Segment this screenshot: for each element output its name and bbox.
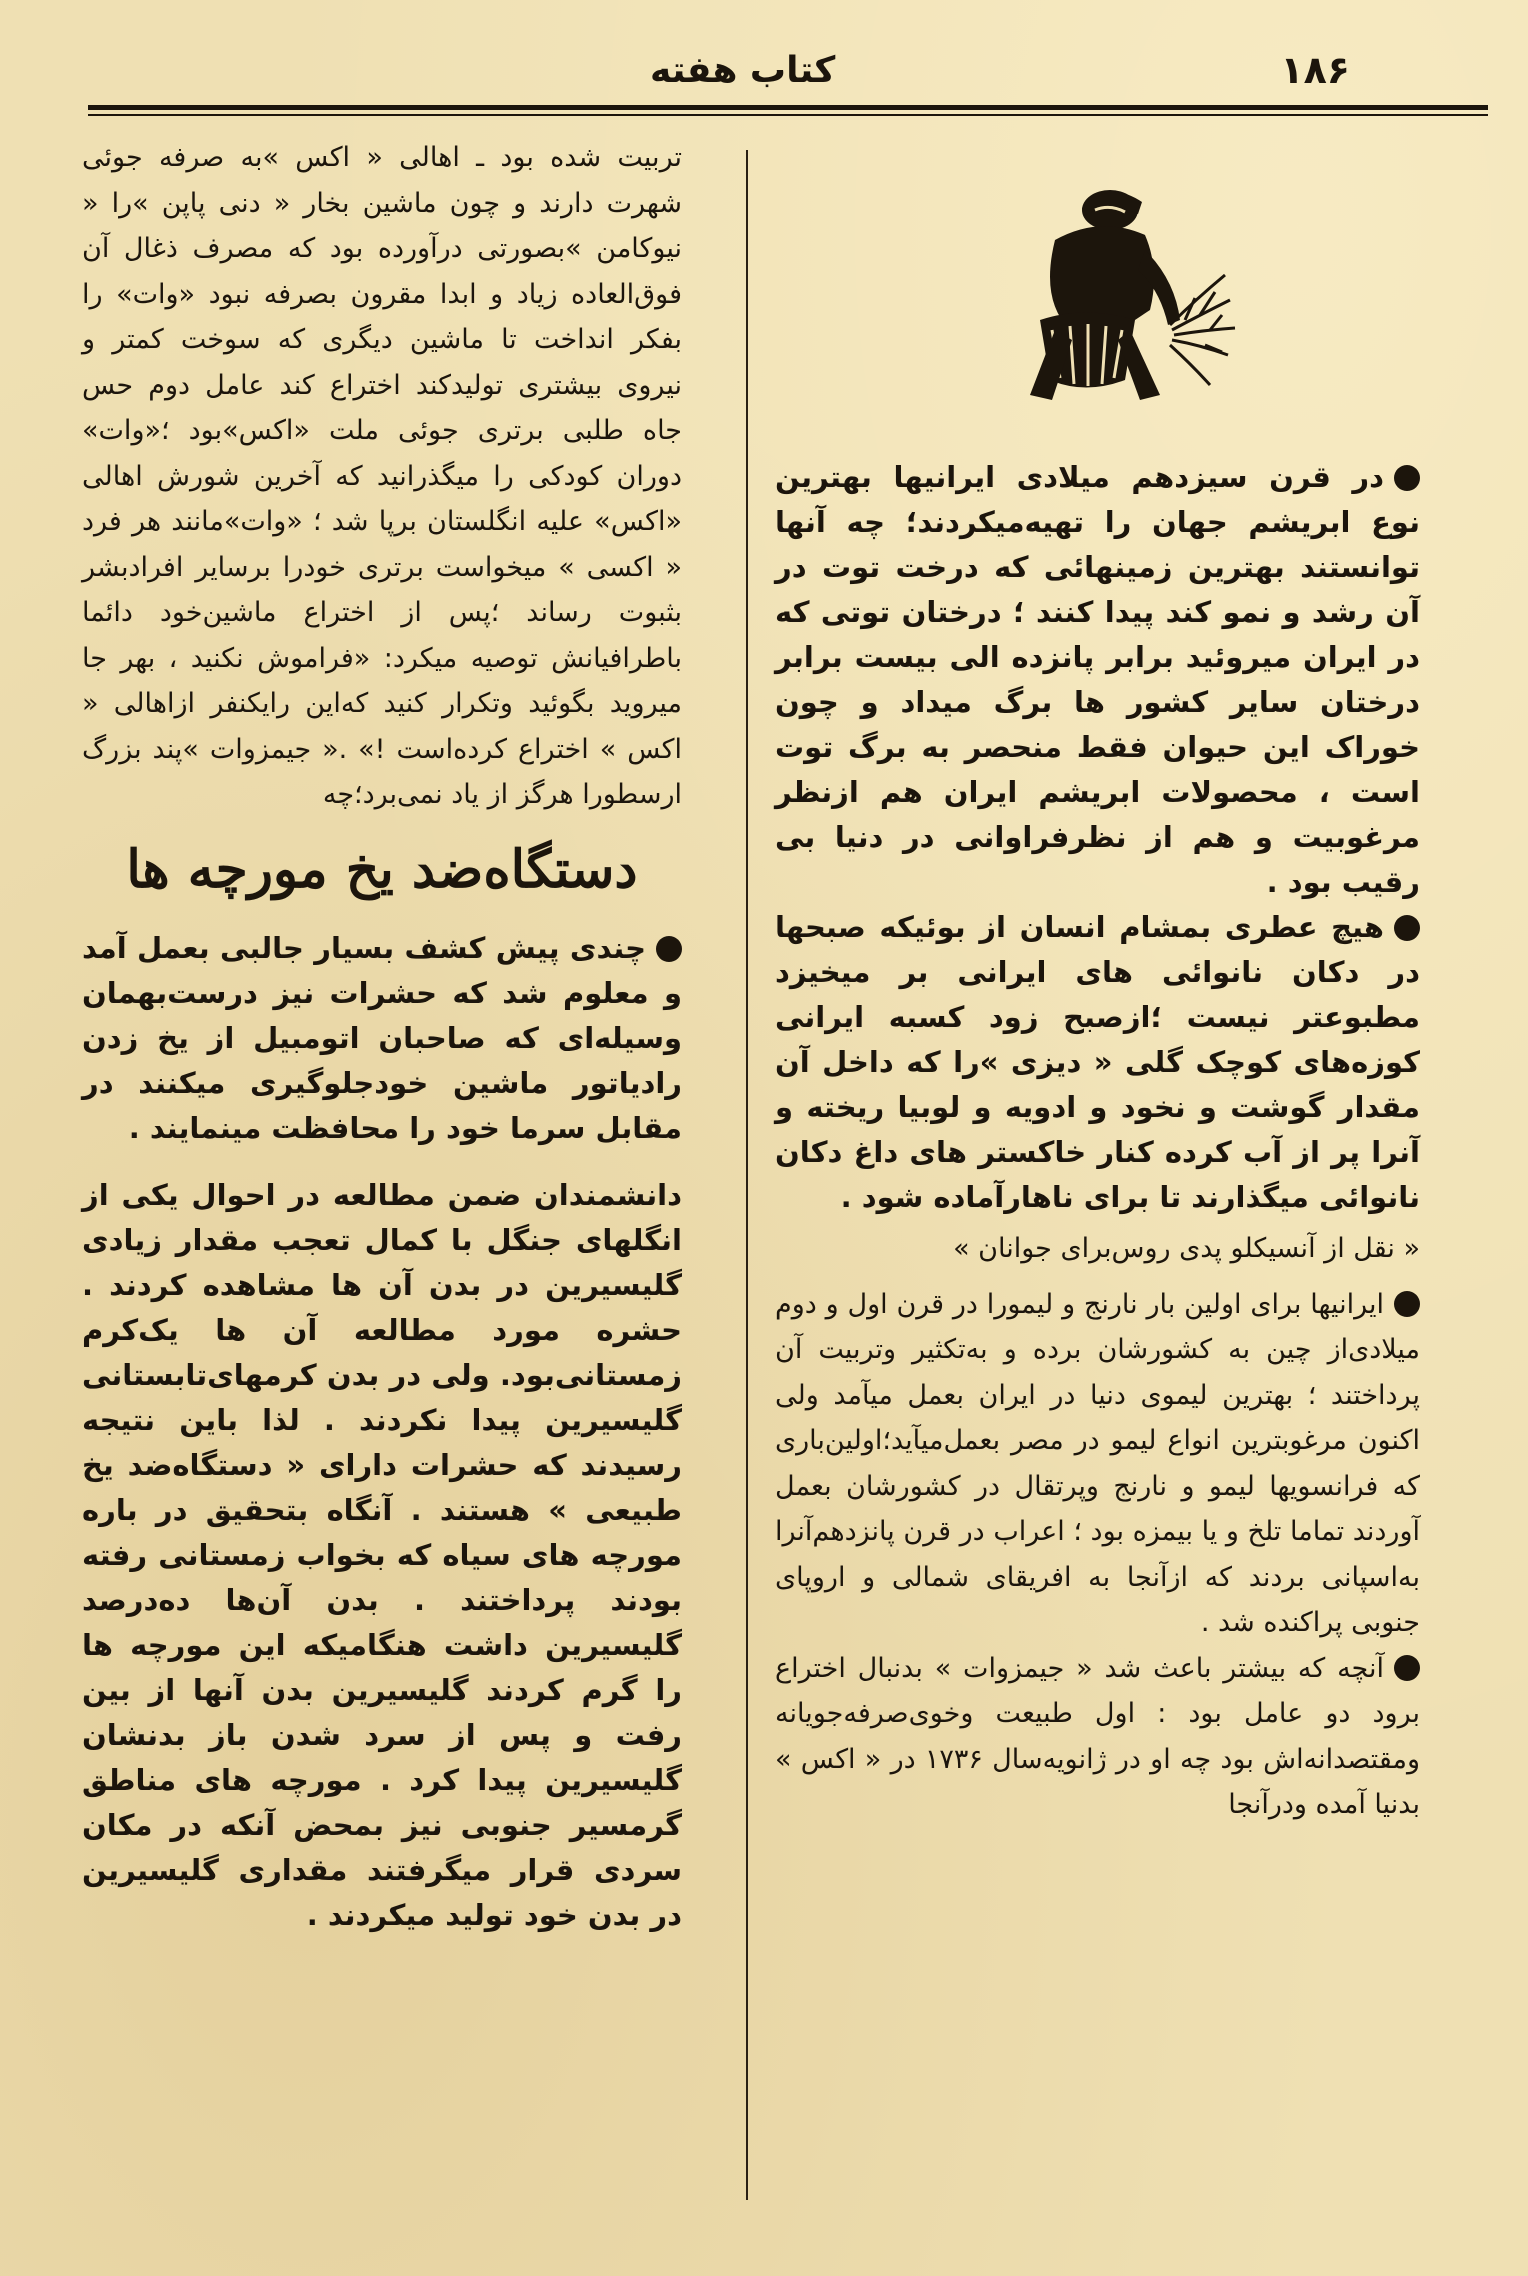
header-rule [88, 105, 1488, 110]
watt-paragraph: آنچه که بیشتر باعث شد « جیمزوات » بدنبال اختراع برود دو عامل بود : اول طبیعت وخوی‌صرفه‌جویانه ومقتصدانه‌اش بود چه او در ژانویه‌سال ۱۷۳۶ در « اکس » بدنیا آمده ودرآنجا [775, 1646, 1420, 1828]
column-divider [746, 150, 748, 2200]
header-rule-thin [88, 114, 1488, 116]
page-number: ۱۸۶ [1280, 48, 1350, 92]
dizi-paragraph: هیچ عطری بمشام انسان از بوئیکه صبحها در دکان نانوائی های ایرانی بر میخیزد مطبوعتر نیست ؛ازصبح زود کسبه ایرانی کوزه‌های کوچک گلی « دیزی »را که داخل آن مقدار گوشت و نخود و ادویه و لوبیا ریخته و آنرا پر از آب کرده کنار خاکستر های داغ دکان نانوائی میگذارند تا برای ناهارآماده شود . [775, 905, 1420, 1220]
watt-article-continuation: تربیت شده بود ـ اهالی « اکس »به صرفه جوئی شهرت دارند و چون ماشین بخار « دنی پاپن »را « نیوکامن »بصورتی درآورده بود که مصرف ذغال آن فوق‌العاده زیاد و ابدا مقرون بصرفه نبود «وات» را بفکر انداخت تا ماشین دیگری که سوخت کمتر و نیروی بیشتری تولیدکند اختراع کند عامل دوم حس جاه طلبی برتری جوئی ملت «اکس»بود ؛«وات» دوران کودکی را میگذرانید که آخرین شورش اهالی «اکس» علیه انگلستان برپا شد ؛ «وات»مانند هر فرد « اکسی » میخواست برتری خودرا برسایر افرادبشر بثبوت رساند ؛پس از اختراع ماشین‌خود دائما باطرافیانش توصیه میکرد: «فراموش نکنید ، بهر جا میروید بگوئید وتکرار کنید که‌این رایکنفر ازاهالی « اکس » اختراع کرده‌است !» .« جیمزوات »پند بزرگ ارسطورا هرگز از یاد نمی‌برد؛چه [82, 142, 682, 810]
citation: « نقل از آنسیکلو پدی روس‌برای جوانان » [953, 1233, 1420, 1264]
citrus-paragraph: ایرانیها برای اولین بار نارنج و لیمورا در قرن اول و دوم میلادی‌از چین به کشورشان برده و به‌تکثیر وتربیت آن پرداختند ؛ بهترین لیموی دنیا در ایران بعمل میآمد ولی اکنون مرغوبترین انواع لیمو در مصر بعمل‌میآید؛اولین‌باری که فرانسویها لیمو و نارنج وپرتقال در کشورشان بعمل آوردند تماما تلخ و یا بیمزه بود ؛ اعراب در قرن پانزدهم‌آنرا به‌اسپانی بردند که ازآنجا به افریقای شمالی و اروپای جنوبی پراکنده شد . [775, 1282, 1420, 1646]
silk-paragraph: در قرن سیزدهم میلادی ایرانیها بهترین نوع ابریشم جهان را تهیه‌میکردند؛ چه آنها توانستند بهترین زمینهائی که درخت توت در آن رشد و نمو کند پیدا کنند ؛ درختان توتی که در ایران میروئید برابر پانزده الی بیست برابر درختان سایر کشور ها برگ میداد و چون خوراک این حیوان فقط منحصر به برگ توت است ، محصولات ابریشم ایران هم ازنظر مرغوبیت و هم از نظرفراوانی در دنیا بی رقیب بود . [775, 455, 1420, 905]
antifreeze-paragraph-1: چندی پیش کشف بسیار جالبی بعمل آمد و معلوم شد که حشرات نیز درست‌بهمان وسیله‌ای که صاحبان اتومبیل از یخ زدن رادیاتور ماشین خودجلوگیری میکنند در مقابل سرما خود را محافظت مینمایند . [82, 926, 682, 1151]
right-column [775, 455, 1420, 1828]
section-heading-antifreeze: دستگاه‌ضد یخ مورچه ها [126, 838, 638, 900]
running-title: کتاب هفته [650, 50, 836, 91]
left-column [82, 135, 682, 1938]
antifreeze-paragraph-2: دانشمندان ضمن مطالعه در احوال یکی از انگلهای جنگل با کمال تعجب مقدار زیادی گلیسیرین در بدن آن ها مشاهده کردند . حشره مورد مطالعه آن ها یک‌کرم زمستانی‌بود. ولی در بدن کرمهای‌تابستانی گلیسیرین پیدا نکردند . لذا باین نتیجه رسیدند که حشرات دارای « دستگاه‌ضد یخ طبیعی » هستند . آنگاه بتحقیق در باره مورچه های سیاه که بخواب زمستانی رفته بودند پرداختند . بدن آن‌ها ده‌درصد گلیسیرین داشت هنگامیکه این مورچه ها را گرم کردند گلیسیرین بدن آنها از بین رفت و پس از سرد شدن باز بدنشان گلیسیرین پیدا کرد . مورچه های مناطق گرمسیر جنوبی نیز بمحض آنکه در مکان سردی قرار میگرفتند مقداری گلیسیرین در بدن خود تولید میکردند . [82, 1177, 682, 1932]
harvester-illustration [960, 180, 1240, 410]
page-header [90, 48, 1490, 98]
